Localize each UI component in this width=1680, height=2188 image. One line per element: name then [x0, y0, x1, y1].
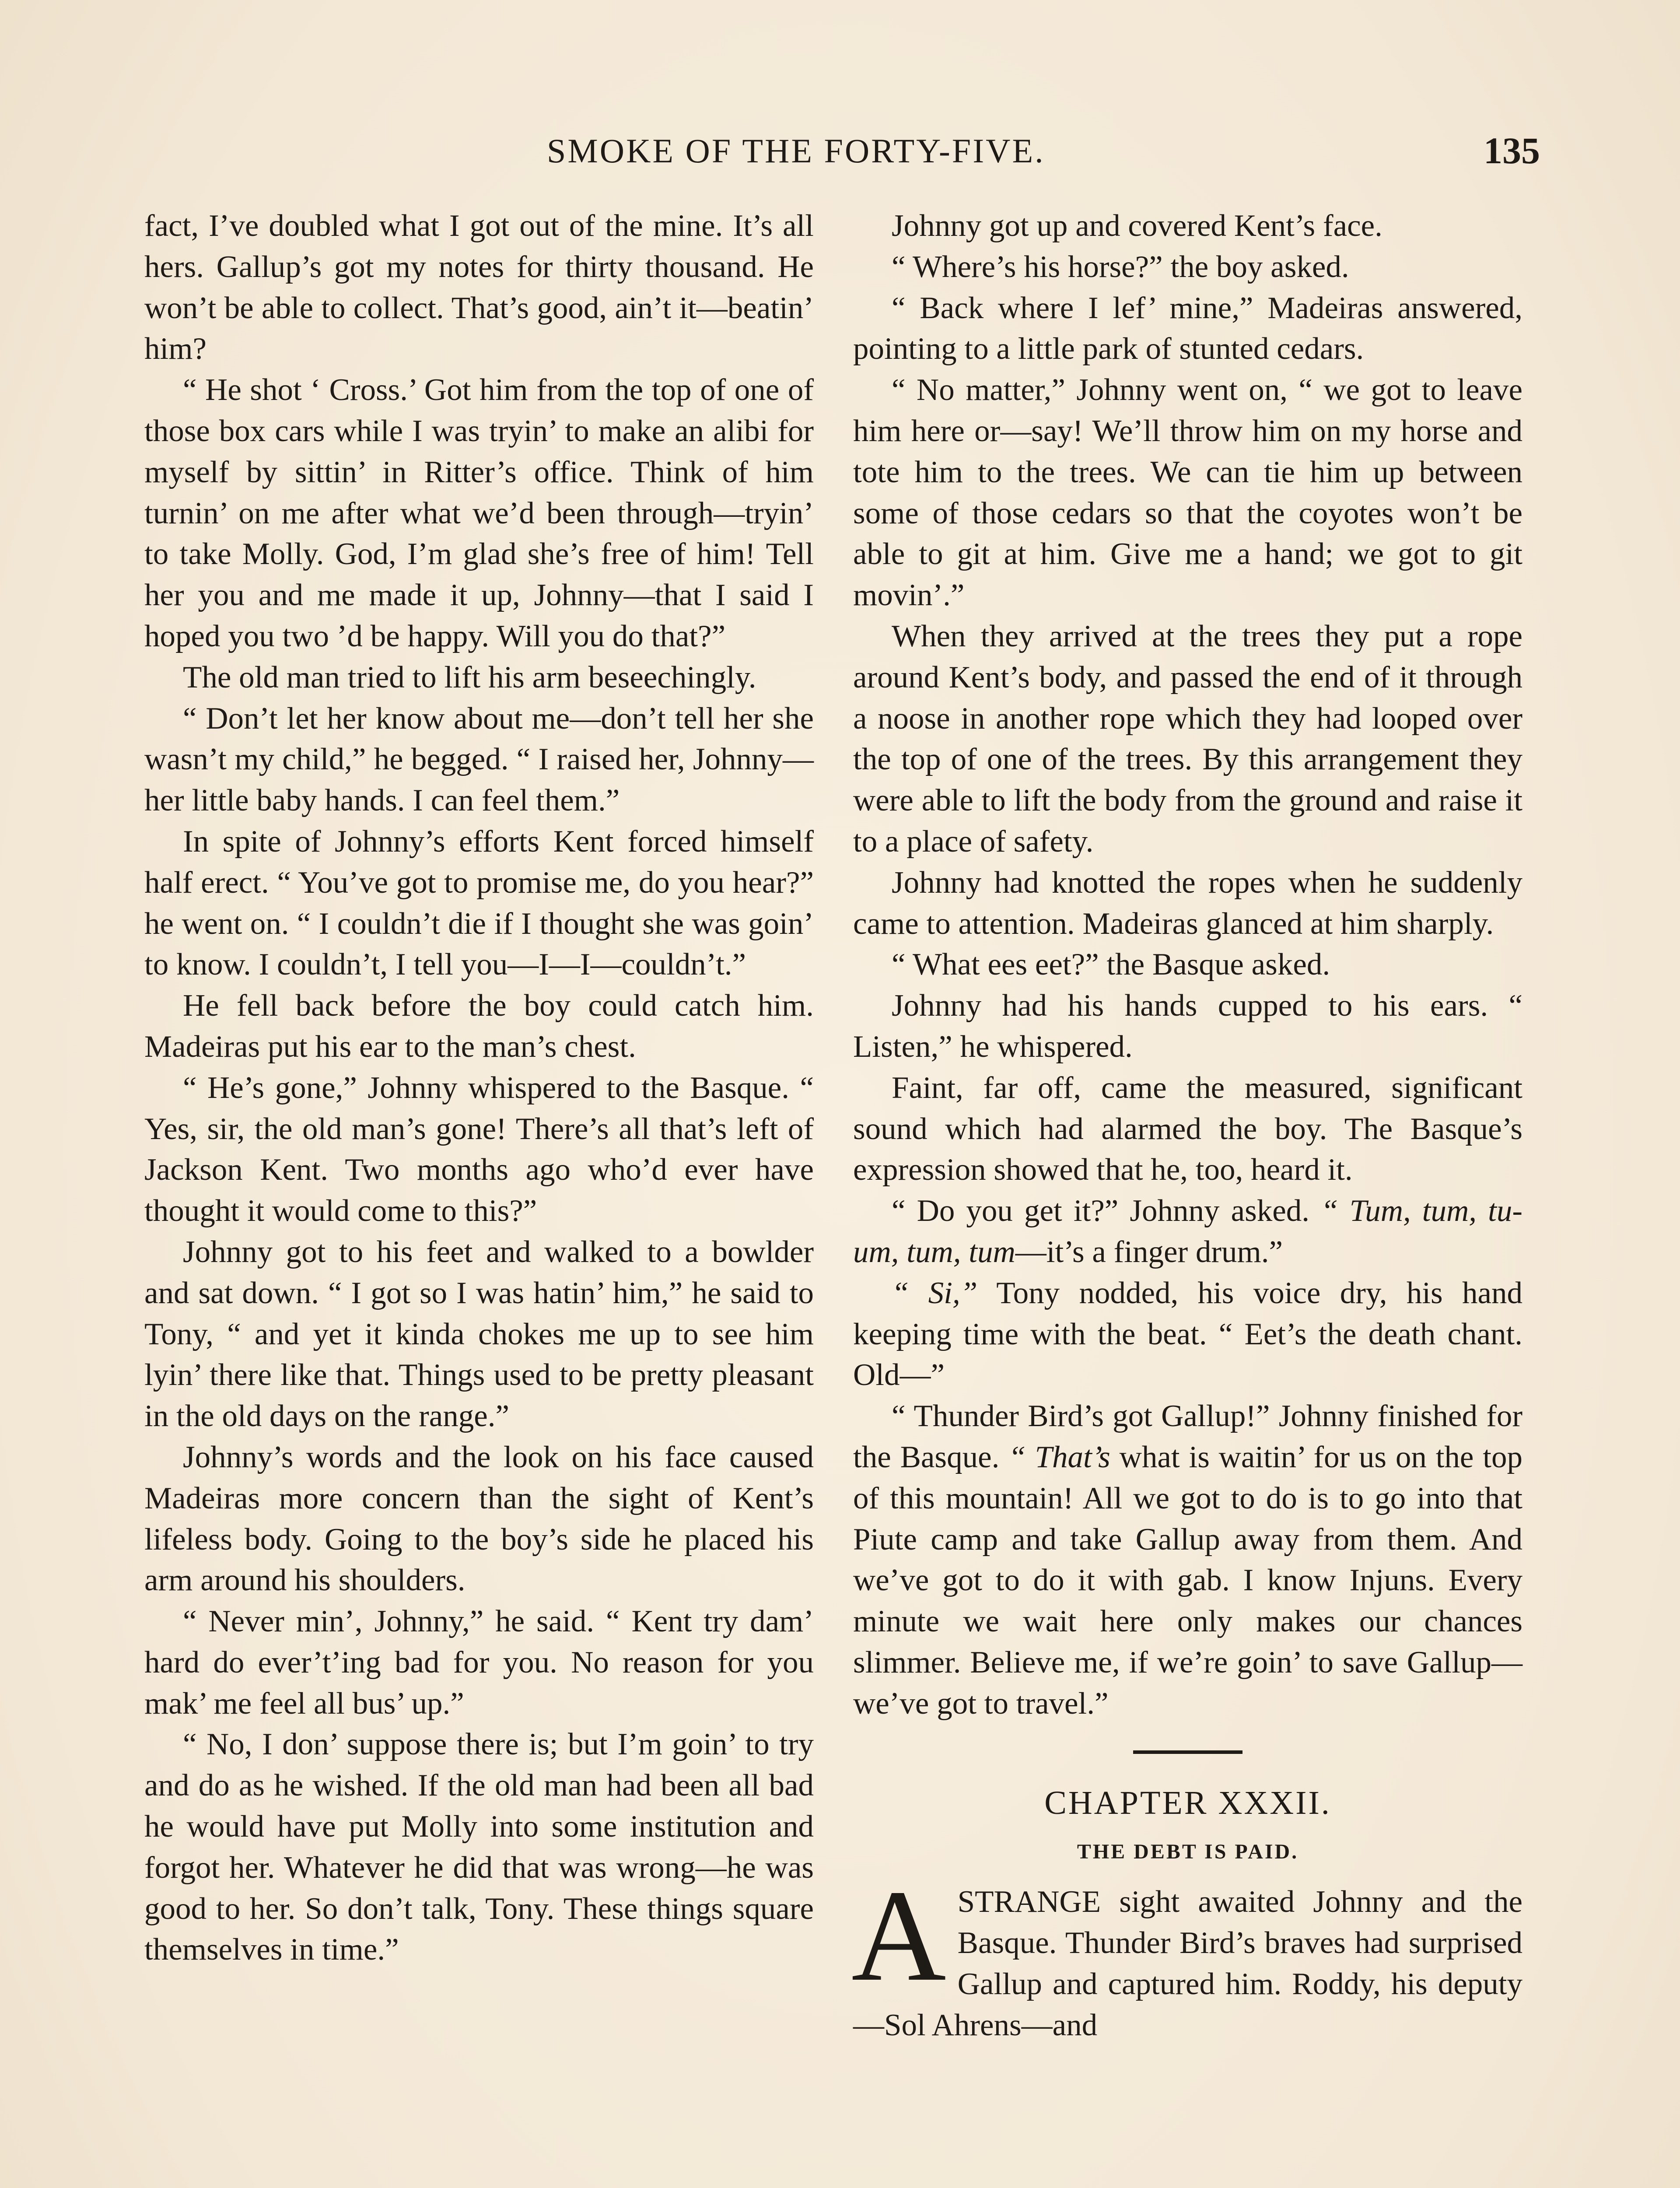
chapter-opening-text: STRANGE sight awaited Johnny and the Basque. Thunder Bird’s braves had surprised Gallup and captured him. Roddy, his deputy—Sol Ahrens—and [853, 1885, 1522, 2042]
thunder-text-before: “ Thunder Bird’s got Gallup!” Johnny finished for the Basque. [853, 1399, 1522, 1474]
page-header [144, 131, 1540, 179]
paragraph [853, 1273, 1522, 1396]
drum-text-italic: “ Tum, tum, tu-um, tum, tum [853, 1194, 1523, 1269]
thunder-text-after: what is waitin’ for us on the top of this mountain! All we got to do is to go into that Piute camp and take Gallup away from them. And we’ve got to do it with gab. I know Injuns. Every minute we wait here only makes our chances slimmer. Believe me, if we’re goin’ to save Gallup—we’ve got to travel.” [853, 1440, 1522, 1721]
paragraph: Faint, far off, came the measured, significant sound which had alarmed the boy. The Basque’s expression showed that he, too, heard it. [853, 1070, 1522, 1187]
paragraph: “ Back where I lef’ mine,” Madeiras answered, pointing to a little park of stunted cedars. [853, 291, 1522, 366]
paragraph: When they arrived at the trees they put a rope around Kent’s body, and passed the end of it through a noose in another rope which they had looped over the top of one of the trees. By this arrangement they were able to lift the body from the ground and raise it to a place of safety. [853, 619, 1522, 859]
paragraph: “ What ees eet?” the Basque asked. [892, 947, 1330, 982]
si-text-after: Tony nodded, his voice dry, his hand keeping time with the beat. “ Eet’s the death chant. Old—” [853, 1276, 1522, 1392]
right-column [853, 206, 1522, 2046]
chapter-title: CHAPTER XXXII. [1044, 1785, 1331, 1822]
si-text-italic: “ Si,” [892, 1276, 978, 1310]
paragraph [853, 1396, 1522, 1724]
paragraph: Johnny had his hands cupped to his ears. “ Listen,” he whispered. [853, 989, 1522, 1064]
paragraph: “ Where’s his horse?” the boy asked. [892, 249, 1349, 284]
paragraph: Johnny had knotted the ropes when he suddenly came to attention. Madeiras glanced at him sharply. [853, 865, 1522, 941]
drum-text-before: “ Do you get it?” Johnny asked. [892, 1194, 1321, 1228]
paragraph: In spite of Johnny’s efforts Kent forced himself half erect. “ You’ve got to promise me, do you hear?” he went on. “ I couldn’t die if I thought she was goin’ to know. I couldn’t, I tell you—I—I—couldn’t.” [144, 824, 814, 982]
running-title: SMOKE OF THE FORTY-FIVE. [547, 132, 1045, 170]
drum-text-after: —it’s a finger drum.” [1015, 1234, 1283, 1269]
chapter-opening-paragraph [851, 1863, 1522, 2046]
drop-cap: A [851, 1863, 946, 2009]
thunder-text-italic: “ That’s [1008, 1440, 1110, 1474]
paragraph: fact, I’ve doubled what I got out of the mine. It’s all hers. Gallup’s got my notes for thirty thousand. He won’t be able to collect. That’s good, ain’t it—beatin’ him? [144, 209, 814, 366]
section-divider [1133, 1750, 1242, 1754]
paragraph: Johnny got to his feet and walked to a bowlder and sat down. “ I got so I was hatin’ him,” he said to Tony, “ and yet it kinda chokes me up to see him lyin’ there like that. Things used to be pretty pleasant in the old days on the range.” [144, 1234, 814, 1434]
paragraph: “ He shot ‘ Cross.’ Got him from the top of one of those box cars while I was tryin’ to make an alibi for myself by sittin’ in Ritter’s office. Think of him turnin’ on me after what we’d been through—tryin’ to take Molly. God, I’m glad she’s free of him! Tell her you and me made it up, Johnny—that I said I hoped you two ’d be happy. Will you do that?” [144, 373, 814, 653]
paragraph: “ No, I don’ suppose there is; but I’m goin’ to try and do as he wished. If the old man had been all bad he would have put Molly into some institution and forgot her. Whatever he did that was wrong—he was good to her. So don’t talk, Tony. These things square themselves in time.” [144, 1727, 814, 1967]
paragraph: Johnny’s words and the look on his face caused Madeiras more concern than the sight of Kent’s lifeless body. Going to the boy’s side he placed his arm around his shoulders. [144, 1440, 814, 1598]
page-number: 135 [1484, 130, 1540, 172]
paragraph: The old man tried to lift his arm beseechingly. [183, 660, 756, 694]
paragraph: “ He’s gone,” Johnny whispered to the Basque. “ Yes, sir, the old man’s gone! There’s all that’s left of Jackson Kent. Two months ago who’d ever have thought it would come to this?” [144, 1070, 814, 1228]
left-column [144, 206, 814, 1971]
paragraph: Johnny got up and covered Kent’s face. [892, 209, 1382, 243]
chapter-subtitle: THE DEBT IS PAID. [1077, 1840, 1299, 1864]
paragraph: “ Never min’, Johnny,” he said. “ Kent try dam’ hard do ever’t’ing bad for you. No reason for you mak’ me feel all bus’ up.” [144, 1604, 814, 1721]
paragraph: “ No matter,” Johnny went on, “ we got to leave him here or—say! We’ll throw him on my horse and tote him to the trees. We can tie him up between some of those cedars so that the coyotes won’t be able to git at him. Give me a hand; we got to git movin’.” [853, 373, 1522, 613]
paragraph: “ Don’t let her know about me—don’t tell her she wasn’t my child,” he begged. “ I raised her, Johnny—her little baby hands. I can feel them.” [144, 701, 814, 818]
paragraph [853, 1191, 1522, 1273]
paragraph: He fell back before the boy could catch him. Madeiras put his ear to the man’s chest. [144, 989, 814, 1064]
